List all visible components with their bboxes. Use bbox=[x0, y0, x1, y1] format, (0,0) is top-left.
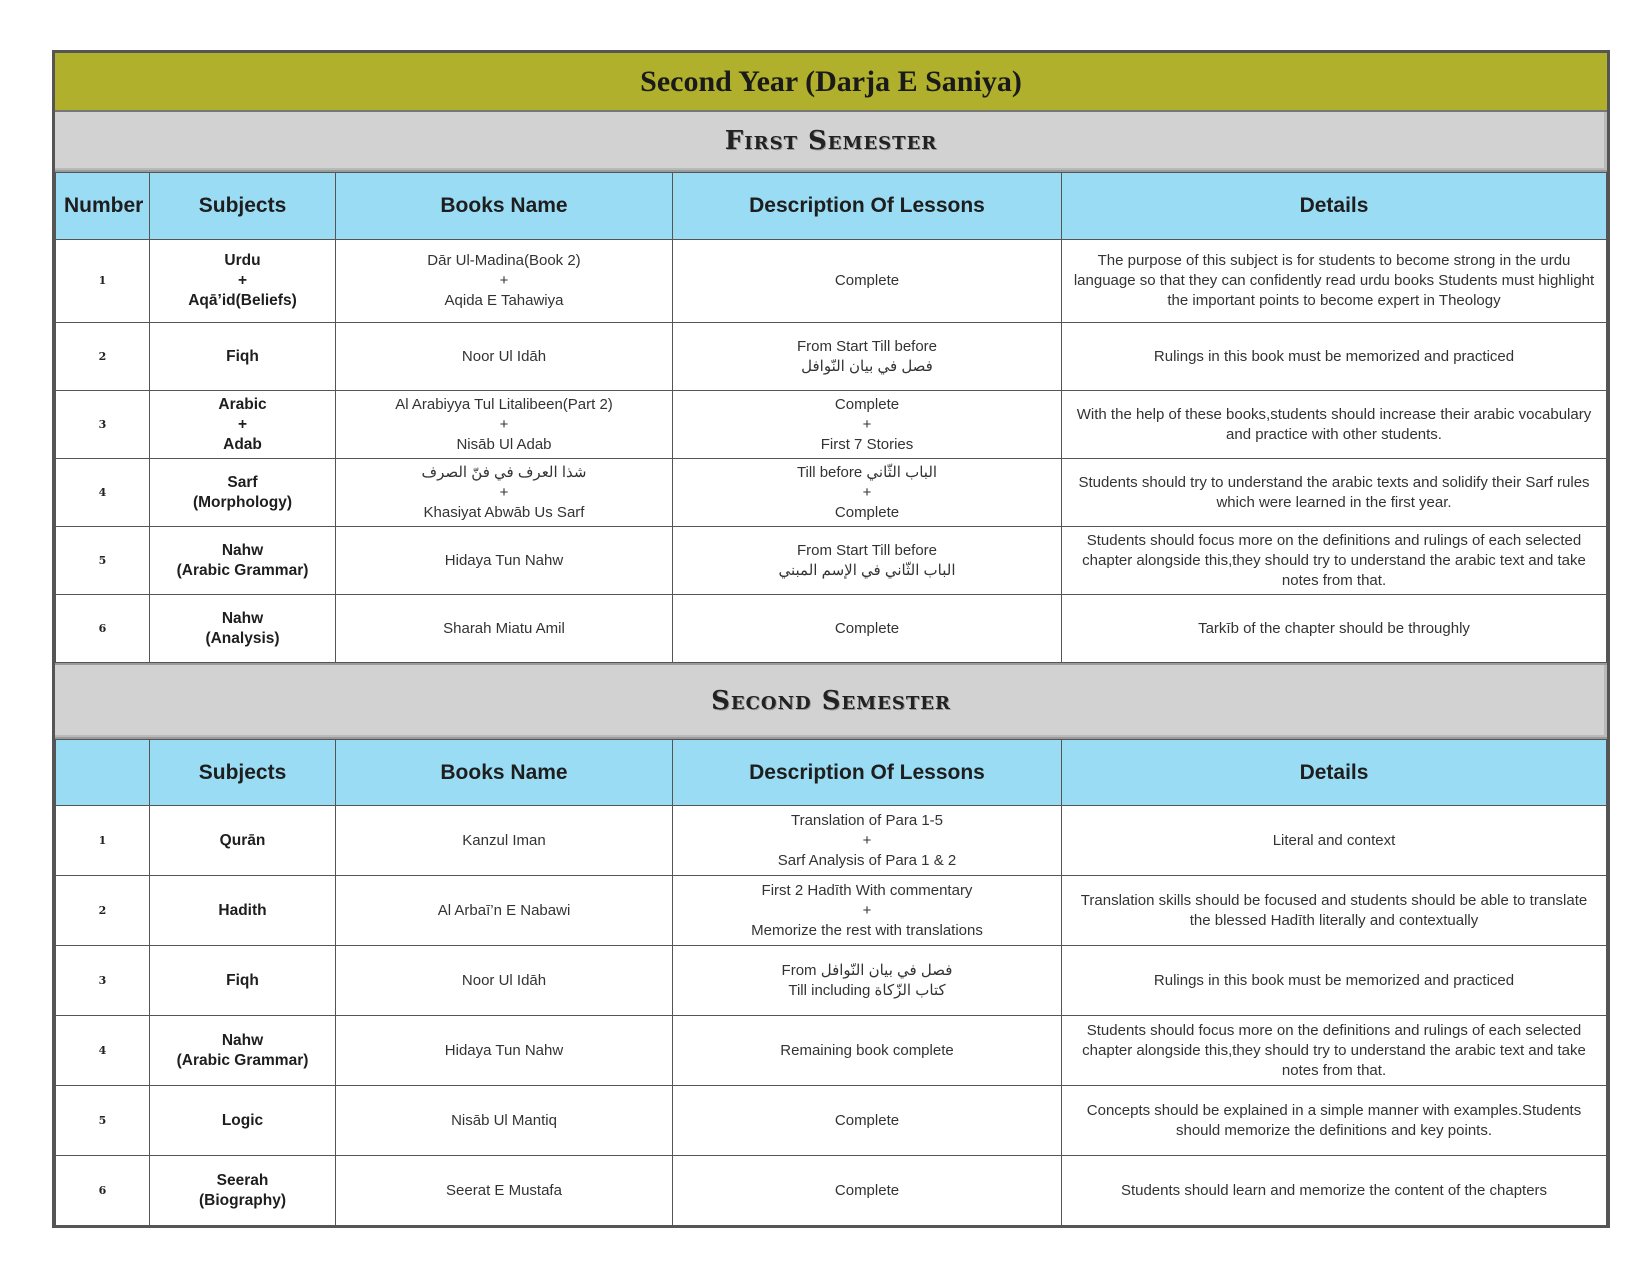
table-row bbox=[56, 527, 1607, 595]
column-header: Books Name bbox=[336, 740, 673, 806]
book-cell bbox=[336, 240, 673, 323]
row-number: 3 bbox=[56, 391, 150, 459]
book-cell-line: Al Arbaī’n E Nabawi bbox=[437, 901, 571, 919]
subject-cell-line: Nahw bbox=[221, 609, 264, 627]
lesson-description-cell-line: + bbox=[862, 415, 872, 433]
table-row bbox=[56, 459, 1607, 527]
lesson-description-cell bbox=[673, 1016, 1062, 1086]
lesson-description-cell-line: Sarf Analysis of Para 1 & 2 bbox=[777, 851, 957, 869]
table-row bbox=[56, 1156, 1607, 1226]
lesson-description-cell-line: فصل في بيان النّوافل bbox=[801, 357, 933, 375]
lesson-description-cell bbox=[673, 876, 1062, 946]
lesson-description-cell-line: Till including كتاب الزّكاة bbox=[788, 981, 946, 999]
subject-cell bbox=[150, 1016, 336, 1086]
subject-cell-line: + bbox=[237, 272, 248, 289]
subject-cell-line: Adab bbox=[223, 435, 262, 453]
subject-cell-line: (Biography) bbox=[199, 1191, 286, 1209]
lesson-description-cell bbox=[673, 391, 1062, 459]
table-row bbox=[56, 1086, 1607, 1156]
subject-cell bbox=[150, 946, 336, 1016]
table-row bbox=[56, 946, 1607, 1016]
book-cell bbox=[336, 1086, 673, 1156]
table-row bbox=[56, 876, 1607, 946]
lesson-description-cell-line: Complete bbox=[834, 619, 900, 637]
subject-cell bbox=[150, 527, 336, 595]
lesson-description-cell-line: Complete bbox=[834, 395, 900, 413]
column-header: Subjects bbox=[150, 740, 336, 806]
row-number: 1 bbox=[56, 240, 150, 323]
subject-cell bbox=[150, 240, 336, 323]
table-row bbox=[56, 240, 1607, 323]
book-cell-line: Noor Ul Idāh bbox=[461, 347, 547, 365]
book-cell-line: Al Arabiyya Tul Litalibeen(Part 2) bbox=[395, 395, 613, 413]
lesson-description-cell-line: Complete bbox=[834, 1181, 900, 1199]
book-cell bbox=[336, 806, 673, 876]
book-cell bbox=[336, 391, 673, 459]
page-title: Second Year (Darja E Saniya) bbox=[55, 53, 1607, 112]
subject-cell-line: Urdu bbox=[224, 252, 261, 269]
lesson-description-cell-line: From فصل في بيان النّوافل bbox=[781, 961, 953, 979]
book-cell-line: + bbox=[499, 272, 509, 289]
subject-cell bbox=[150, 323, 336, 391]
book-cell-line: Sharah Miatu Amil bbox=[443, 619, 565, 637]
lesson-description-cell bbox=[673, 1156, 1062, 1226]
lesson-description-cell-line: + bbox=[862, 901, 872, 919]
lesson-description-cell bbox=[673, 240, 1062, 323]
row-number: 5 bbox=[56, 527, 150, 595]
lesson-description-cell-line: + bbox=[862, 831, 872, 849]
lesson-description-cell-line: Translation of Para 1-5 bbox=[790, 811, 944, 829]
lesson-description-cell-line: From Start Till before bbox=[796, 337, 938, 355]
lesson-description-cell-line: Memorize the rest with translations bbox=[751, 921, 983, 939]
details-cell: Students should try to understand the arabic texts and solidify their Sarf rules which were learned in the first year. bbox=[1062, 459, 1607, 527]
table-row bbox=[56, 391, 1607, 459]
row-number: 6 bbox=[56, 1156, 150, 1226]
lesson-description-cell bbox=[673, 946, 1062, 1016]
header-row bbox=[56, 740, 1607, 806]
book-cell-line: + bbox=[499, 415, 509, 433]
book-cell-line: Dār Ul-Madina(Book 2) bbox=[427, 252, 581, 269]
column-header: Books Name bbox=[336, 173, 673, 240]
details-cell: Rulings in this book must be memorized and practiced bbox=[1062, 323, 1607, 391]
subject-cell bbox=[150, 1086, 336, 1156]
subject-cell bbox=[150, 806, 336, 876]
subject-cell-line: (Morphology) bbox=[192, 493, 292, 511]
subject-cell-line: Nahw bbox=[221, 1031, 264, 1049]
subject-cell bbox=[150, 1156, 336, 1226]
column-header: Details bbox=[1062, 173, 1607, 240]
subject-cell bbox=[150, 595, 336, 663]
row-number: 4 bbox=[56, 1016, 150, 1086]
row-number: 3 bbox=[56, 946, 150, 1016]
subject-cell-line: Seerah bbox=[216, 1171, 269, 1189]
lesson-description-cell bbox=[673, 459, 1062, 527]
subject-cell-line: Fiqh bbox=[226, 971, 259, 989]
subject-cell bbox=[150, 876, 336, 946]
book-cell-line: Noor Ul Idāh bbox=[461, 971, 547, 989]
book-cell bbox=[336, 323, 673, 391]
lesson-description-cell bbox=[673, 527, 1062, 595]
lesson-description-cell-line: Complete bbox=[834, 272, 900, 289]
row-number: 1 bbox=[56, 806, 150, 876]
details-cell: Students should focus more on the definitions and rulings of each selected chapter alongside this,they should try to understand the arabic text and take notes from that. bbox=[1062, 527, 1607, 595]
row-number: 2 bbox=[56, 876, 150, 946]
lesson-description-cell-line: Complete bbox=[834, 1111, 900, 1129]
subject-cell-line: (Arabic Grammar) bbox=[176, 1051, 309, 1069]
semester-2-heading: Second Semester bbox=[55, 663, 1607, 739]
lesson-description-cell bbox=[673, 595, 1062, 663]
semester-2-table bbox=[55, 739, 1607, 1226]
subject-cell-line: Arabic bbox=[218, 395, 267, 413]
row-number: 2 bbox=[56, 323, 150, 391]
lesson-description-cell bbox=[673, 806, 1062, 876]
lesson-description-cell bbox=[673, 323, 1062, 391]
book-cell-line: Kanzul Iman bbox=[462, 831, 546, 849]
subject-cell-line: Hadith bbox=[218, 901, 267, 919]
subject-cell-line: Sarf bbox=[227, 473, 258, 491]
subject-cell-line: Nahw bbox=[221, 541, 264, 559]
details-cell: Tarkīb of the chapter should be throughly bbox=[1062, 595, 1607, 663]
lesson-description-cell-line: First 7 Stories bbox=[820, 435, 914, 453]
column-header: Description Of Lessons bbox=[673, 740, 1062, 806]
table-row bbox=[56, 806, 1607, 876]
table-row bbox=[56, 1016, 1607, 1086]
book-cell-line: Khasiyat Abwāb Us Sarf bbox=[423, 503, 585, 521]
subject-cell-line: Logic bbox=[221, 1111, 264, 1129]
book-cell-line: + bbox=[499, 483, 509, 501]
book-cell bbox=[336, 595, 673, 663]
book-cell bbox=[336, 1016, 673, 1086]
lesson-description-cell-line: Complete bbox=[834, 503, 900, 521]
table-row bbox=[56, 323, 1607, 391]
column-header: Number bbox=[56, 173, 150, 240]
details-cell: Students should learn and memorize the content of the chapters bbox=[1062, 1156, 1607, 1226]
lesson-description-cell-line: الباب الثّاني في الإسم المبني bbox=[778, 561, 956, 579]
lesson-description-cell-line: First 2 Hadīth With commentary bbox=[761, 881, 973, 899]
lesson-description-cell-line: Remaining book complete bbox=[780, 1041, 954, 1059]
book-cell-line: شذا العرف في فنّ الصرف bbox=[421, 463, 587, 481]
lesson-description-cell-line: + bbox=[862, 483, 872, 501]
book-cell-line: Nisāb Ul Mantiq bbox=[451, 1111, 557, 1129]
book-cell-line: Hidaya Tun Nahw bbox=[444, 551, 564, 569]
subject-cell-line: (Analysis) bbox=[205, 629, 280, 647]
semester-1-heading: First Semester bbox=[55, 112, 1607, 172]
book-cell-line: Nisāb Ul Adab bbox=[456, 435, 552, 453]
header-row bbox=[56, 173, 1607, 240]
details-cell: Translation skills should be focused and students should be able to translate the blessed Hadīth literally and contextually bbox=[1062, 876, 1607, 946]
subject-cell-line: + bbox=[237, 415, 248, 433]
details-cell: Concepts should be explained in a simple manner with examples.Students should memorize the definitions and key points. bbox=[1062, 1086, 1607, 1156]
book-cell bbox=[336, 946, 673, 1016]
book-cell bbox=[336, 527, 673, 595]
book-cell bbox=[336, 1156, 673, 1226]
book-cell-line: Seerat E Mustafa bbox=[446, 1181, 562, 1199]
book-cell bbox=[336, 876, 673, 946]
subject-cell-line: Fiqh bbox=[226, 347, 259, 365]
details-cell: The purpose of this subject is for students to become strong in the urdu language so that they can confidently read urdu books Students must highlight the important points to become expert in Theology bbox=[1062, 240, 1607, 323]
book-cell-line: Aqida E Tahawiya bbox=[444, 292, 564, 309]
row-number: 5 bbox=[56, 1086, 150, 1156]
table-row bbox=[56, 595, 1607, 663]
book-cell bbox=[336, 459, 673, 527]
details-cell: Literal and context bbox=[1062, 806, 1607, 876]
column-header bbox=[56, 740, 150, 806]
row-number: 4 bbox=[56, 459, 150, 527]
subject-cell bbox=[150, 459, 336, 527]
row-number: 6 bbox=[56, 595, 150, 663]
lesson-description-cell-line: From Start Till before bbox=[796, 541, 938, 559]
subject-cell-line: Qurān bbox=[219, 831, 266, 849]
details-cell: With the help of these books,students should increase their arabic vocabulary and practice with other students. bbox=[1062, 391, 1607, 459]
book-cell-line: Hidaya Tun Nahw bbox=[444, 1041, 564, 1059]
lesson-description-cell bbox=[673, 1086, 1062, 1156]
subject-cell bbox=[150, 391, 336, 459]
curriculum-document bbox=[52, 50, 1610, 1228]
details-cell: Rulings in this book must be memorized and practiced bbox=[1062, 946, 1607, 1016]
subject-cell-line: (Arabic Grammar) bbox=[176, 561, 309, 579]
column-header: Description Of Lessons bbox=[673, 173, 1062, 240]
column-header: Details bbox=[1062, 740, 1607, 806]
column-header: Subjects bbox=[150, 173, 336, 240]
subject-cell-line: Aqā’id(Beliefs) bbox=[188, 292, 297, 309]
semester-1-table bbox=[55, 172, 1607, 663]
lesson-description-cell-line: Till before الباب الثّاني bbox=[796, 463, 938, 481]
details-cell: Students should focus more on the definitions and rulings of each selected chapter alongside this,they should try to understand the arabic text and take notes from that. bbox=[1062, 1016, 1607, 1086]
